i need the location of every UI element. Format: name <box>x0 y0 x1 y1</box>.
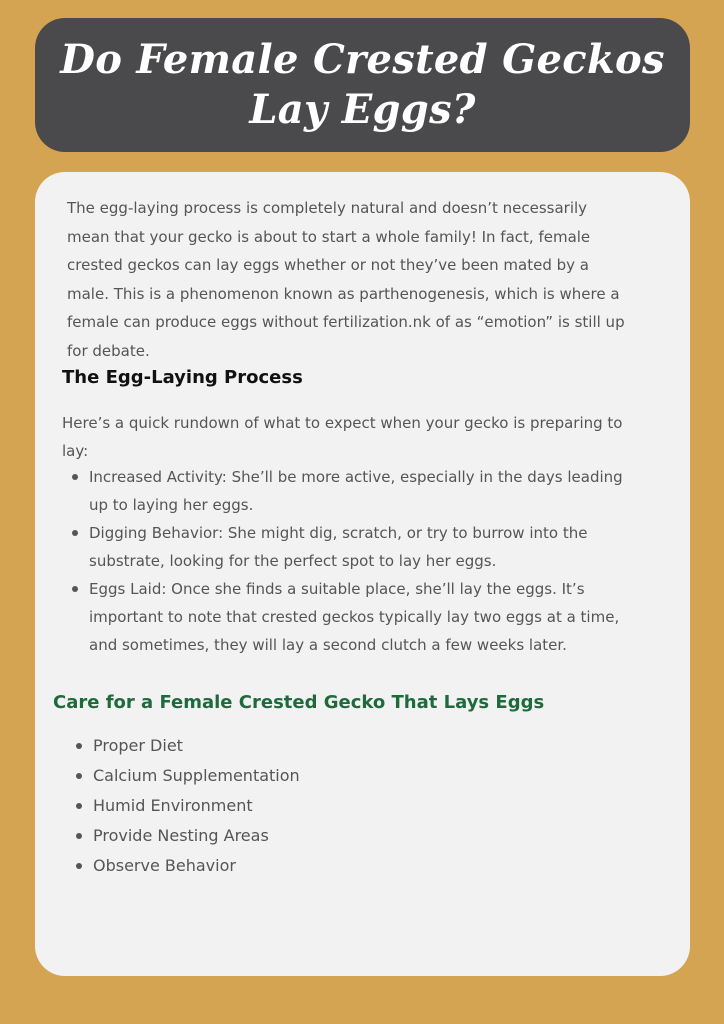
list-item-text: Humid Environment <box>93 796 253 815</box>
list-item <box>73 791 300 821</box>
process-heading: The Egg-Laying Process <box>62 367 303 388</box>
bullet-dot <box>76 743 82 749</box>
list-item-text: Digging Behavior: She might dig, scratch, or try to burrow into the substrate, looking for the perfect spot to lay her eggs. <box>89 524 588 570</box>
bullet-dot <box>76 773 82 779</box>
list-item-text: Provide Nesting Areas <box>93 826 269 845</box>
page-title: Do Female Crested Geckos Lay Eggs? <box>60 36 665 133</box>
care-heading: Care for a Female Crested Gecko That Lays Eggs <box>53 692 545 713</box>
bullet-dot <box>76 803 82 809</box>
process-lead: Here’s a quick rundown of what to expect when your gecko is preparing to lay: <box>62 414 623 460</box>
bullet-dot <box>76 863 82 869</box>
list-item <box>69 519 639 575</box>
list-item <box>73 851 300 881</box>
list-item-text: Calcium Supplementation <box>93 766 300 785</box>
list-item-text: Proper Diet <box>93 736 183 755</box>
list-item <box>69 575 639 659</box>
list-item <box>69 463 639 519</box>
title-banner <box>35 18 690 152</box>
care-list <box>73 731 300 881</box>
list-item-text: Eggs Laid: Once she finds a suitable place, she’ll lay the eggs. It’s important to note that crested geckos typically lay two eggs at a time, and sometimes, they will lay a second clutch a few weeks later. <box>89 580 620 654</box>
bullet-dot <box>72 474 78 480</box>
process-list <box>69 463 639 659</box>
bullet-dot <box>72 530 78 536</box>
list-item <box>73 821 300 851</box>
intro-paragraph: The egg-laying process is completely natural and doesn’t necessarily mean that your gecko is about to start a whole family! In fact, female crested geckos can lay eggs whether or not they’ve been mated by a male. This is a phenomenon known as parthenogenesis, which is where a female can produce eggs without fertilization.nk of as “emotion” is still up for debate. <box>67 199 625 360</box>
list-item-text: Observe Behavior <box>93 856 236 875</box>
bullet-dot <box>72 586 78 592</box>
bullet-dot <box>76 833 82 839</box>
content-card <box>35 172 690 976</box>
list-item-text: Increased Activity: She’ll be more active, especially in the days leading up to laying her eggs. <box>89 468 623 514</box>
list-item <box>73 761 300 791</box>
list-item <box>73 731 300 761</box>
